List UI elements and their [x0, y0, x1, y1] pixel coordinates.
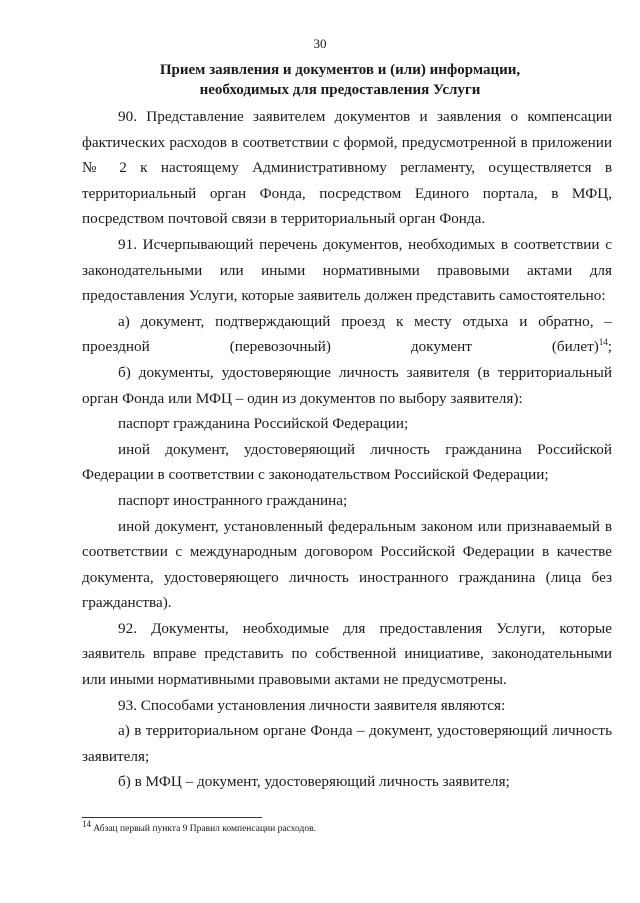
section-heading — [90, 60, 590, 100]
list-item: иной документ, удостоверяющий личность гражданина Российской Федерации в соответствии с законодательством Российской Федерации; — [82, 440, 612, 484]
paragraph-91-a-end: ; — [607, 338, 612, 356]
footnote-divider — [82, 817, 262, 818]
paragraph-93-b: б) в МФЦ – документ, удостоверяющий личность заявителя; — [118, 773, 510, 791]
footnote-number: 14 — [82, 818, 91, 829]
footnote-reference: 14 — [598, 337, 608, 348]
footnote-text: Абзац первый пункта 9 Правил компенсации расходов. — [91, 824, 316, 834]
paragraph-91-a — [82, 309, 612, 360]
list-item: паспорт гражданина Российской Федерации; — [118, 415, 409, 433]
paragraph-90: 90. Представление заявителем документов и заявления о компенсации фактических расходов в соответствии с формой, предусмотренной в приложении № 2 к настоящему Административному регламенту, осуществляется в территориальный орган Фонда, посредством Единого портала, в МФЦ, посредством почтовой связи в территориальный орган Фонда. — [82, 108, 612, 228]
document-body — [82, 104, 612, 795]
paragraph-91-a-text: а) документ, подтверждающий проезд к месту отдыха и обратно, – проездной (перевозочный) документ (билет) — [82, 312, 612, 356]
footnote — [82, 818, 612, 835]
paragraph-92: 92. Документы, необходимые для предоставления Услуги, которые заявитель вправе представить по собственной инициативе, законодательными или иными нормативными правовыми актами не предусмотрены. — [82, 619, 612, 689]
paragraph-93: 93. Способами установления личности заявителя являются: — [118, 696, 506, 714]
list-item: иной документ, установленный федеральным законом или признаваемый в соответствии с международным договором Российской Федерации в качестве документа, удостоверяющего личность иностранного гражданина (лица без гражданства). — [82, 517, 612, 612]
paragraph-91-b: б) документы, удостоверяющие личность заявителя (в территориальный орган Фонда или МФЦ – один из документов по выбору заявителя): — [82, 363, 612, 407]
page-number: 30 — [313, 36, 327, 51]
section-heading-line-2: необходимых для предоставления Услуги — [199, 82, 481, 98]
paragraph-93-a: а) в территориальном органе Фонда – документ, удостоверяющий личность заявителя; — [82, 722, 612, 765]
section-heading-line-1: Прием заявления и документов и (или) информации, — [159, 62, 521, 78]
list-item: паспорт иностранного гражданина; — [118, 491, 348, 509]
paragraph-91: 91. Исчерпывающий перечень документов, необходимых в соответствии с законодательными или иными нормативными правовыми актами для предоставления Услуги, которые заявитель должен представить самостоятельно: — [82, 235, 612, 305]
